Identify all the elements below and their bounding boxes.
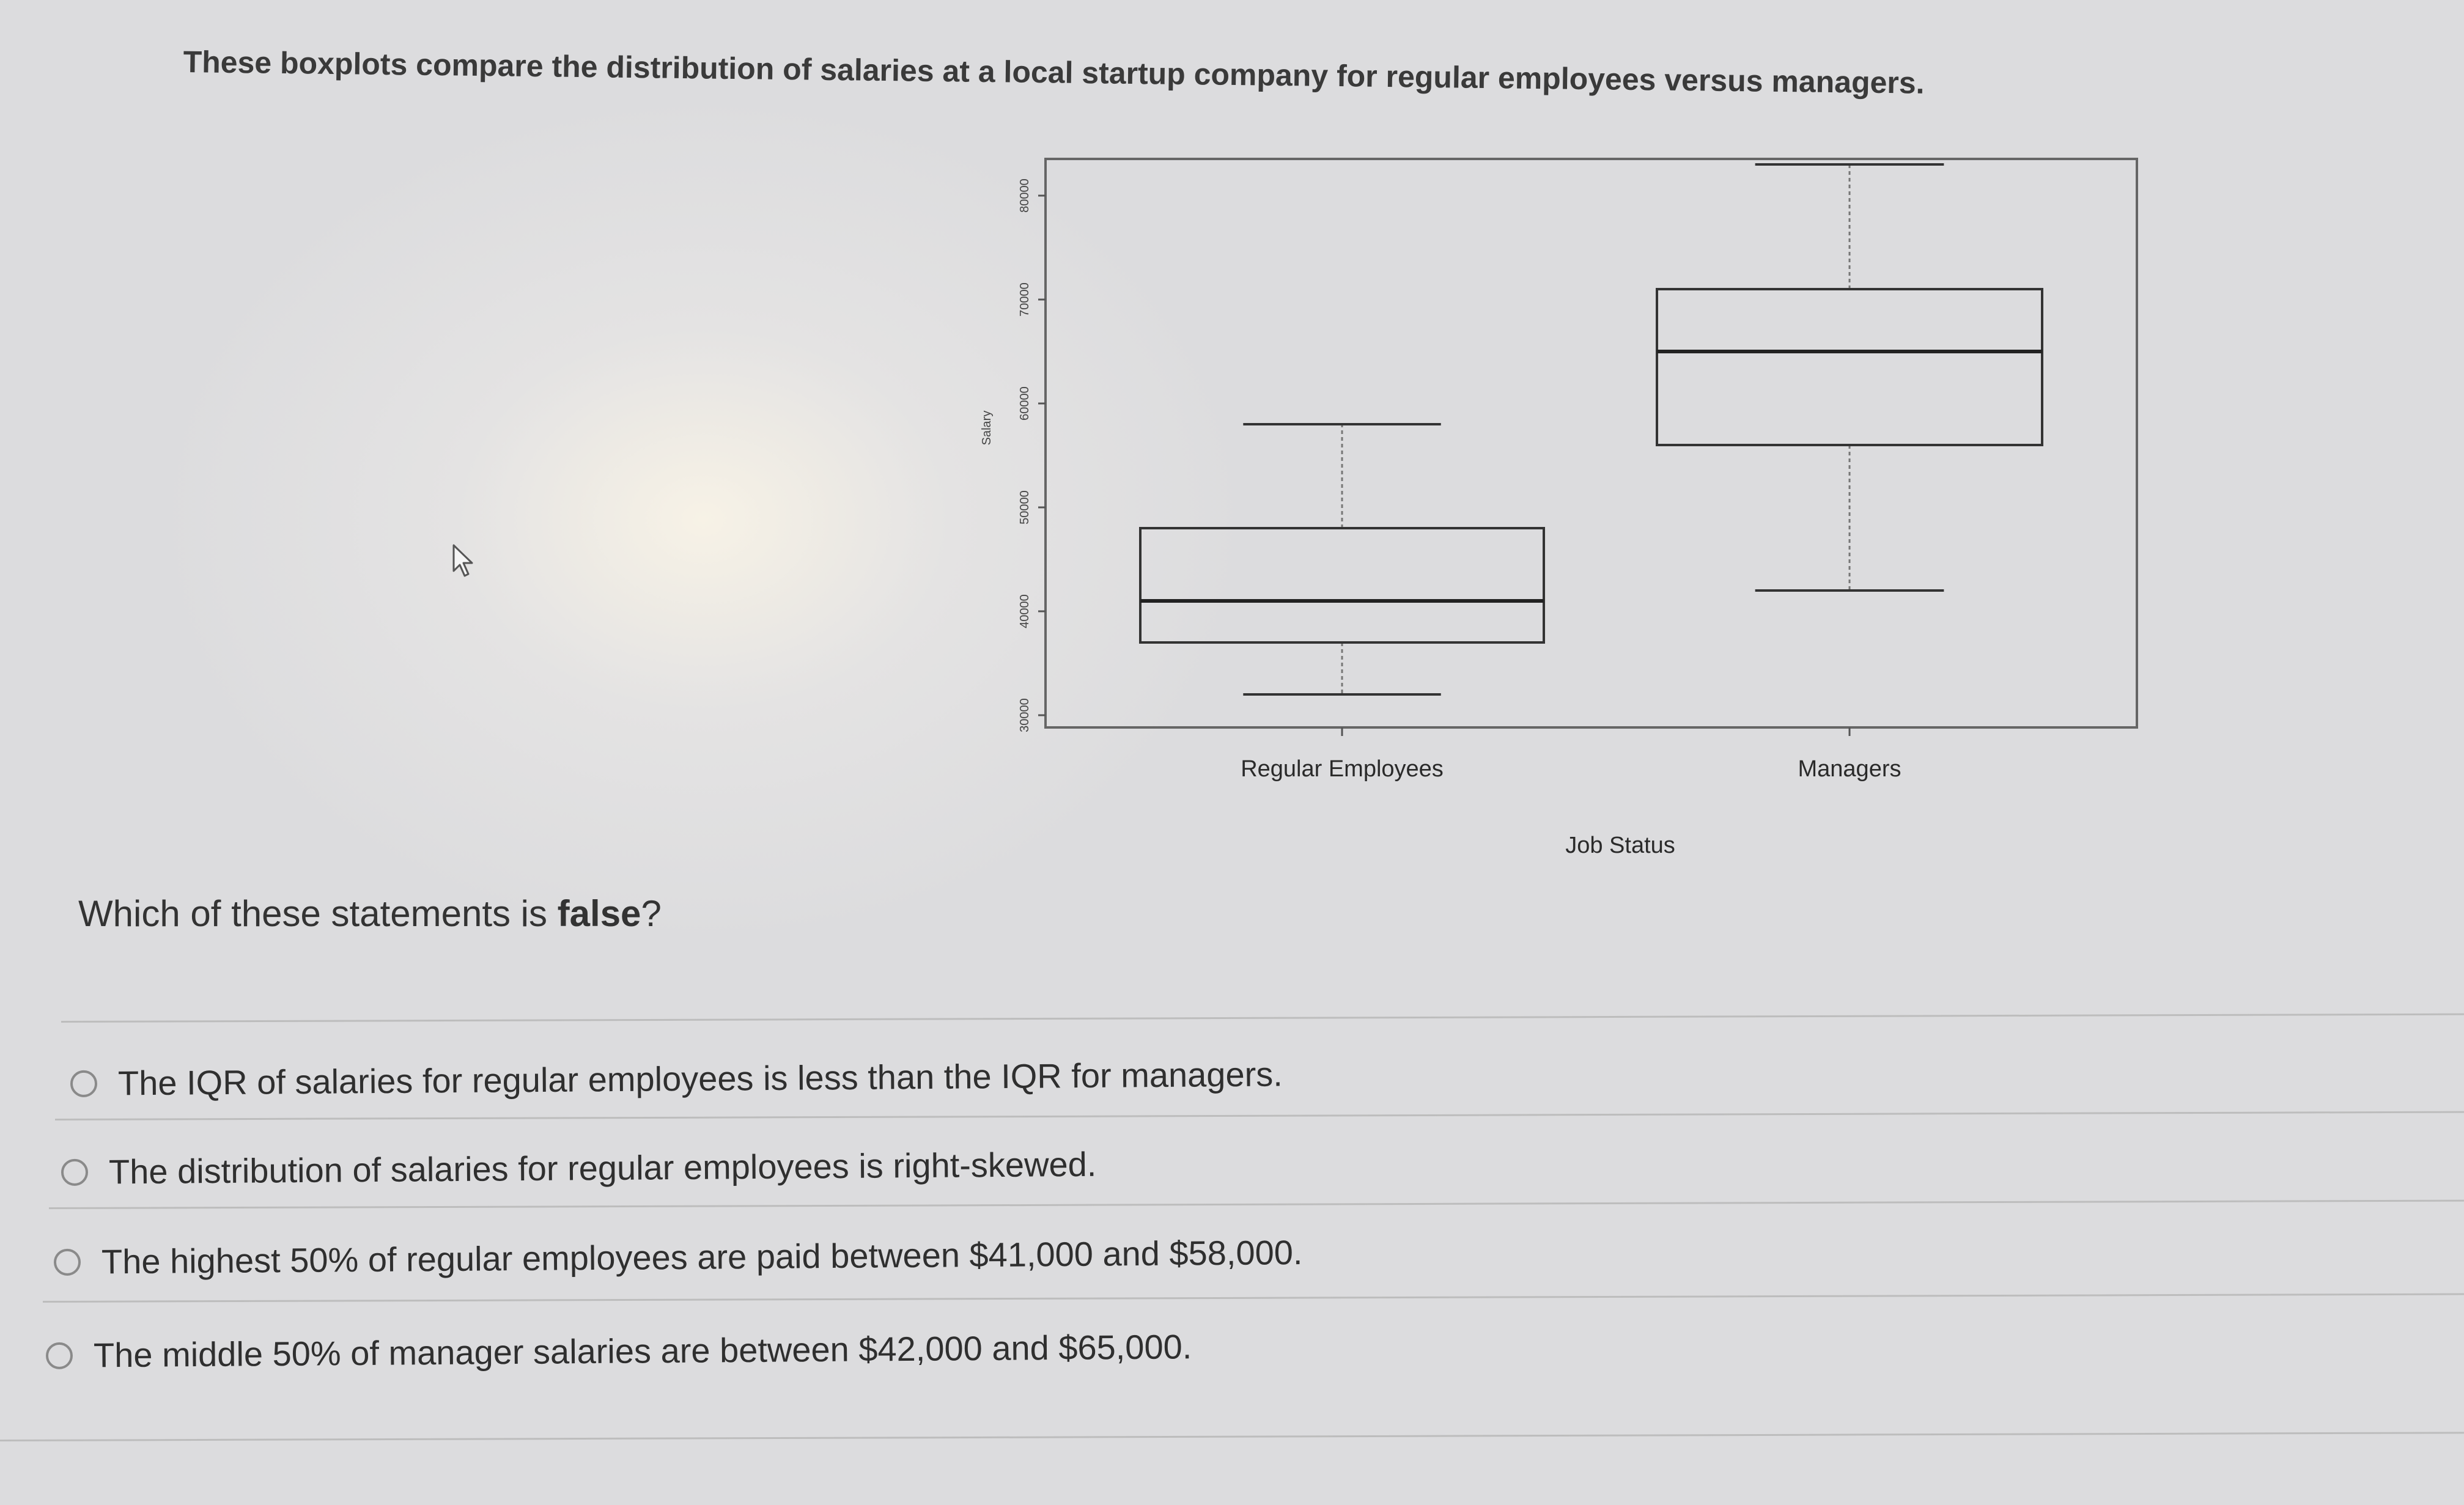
radio-button-icon[interactable] <box>70 1070 97 1097</box>
y-tick-label: 80000 <box>1018 178 1031 213</box>
y-axis-label: Salary <box>980 410 994 446</box>
option-label: The highest 50% of regular employees are paid between $41,000 and $58,000. <box>101 1232 1303 1281</box>
radio-button-icon[interactable] <box>54 1248 81 1275</box>
question-prompt <box>78 892 662 935</box>
divider-option-3 <box>43 1293 2464 1303</box>
y-tick-label: 70000 <box>1018 282 1031 317</box>
boxplot-chart <box>954 147 2177 880</box>
arrow-cursor-icon <box>451 543 476 580</box>
option-label: The middle 50% of manager salaries are between $42,000 and $65,000. <box>93 1327 1192 1375</box>
radio-button-icon[interactable] <box>61 1158 88 1185</box>
x-tick-label: Managers <box>1798 756 1901 782</box>
divider-bottom <box>0 1432 2464 1441</box>
divider-top <box>61 1014 2464 1023</box>
boxplot-svg <box>954 147 2177 880</box>
y-tick-label: 40000 <box>1018 594 1031 628</box>
question-intro-text: These boxplots compare the distribution of salaries at a local startup company for regular employees versus managers. <box>183 44 1925 100</box>
y-tick-label: 60000 <box>1018 386 1031 421</box>
question-prefix: Which of these statements is <box>78 893 558 934</box>
answer-option-2[interactable] <box>61 1144 1097 1192</box>
question-suffix: ? <box>641 893 662 934</box>
iqr-box <box>1657 289 2042 445</box>
x-axis-label: Job Status <box>1565 833 1675 858</box>
divider-option-1 <box>55 1111 2464 1120</box>
iqr-box <box>1140 528 1544 642</box>
answer-option-3[interactable] <box>54 1232 1303 1282</box>
answer-option-1[interactable] <box>70 1054 1283 1103</box>
y-tick-label: 30000 <box>1018 698 1031 732</box>
radio-button-icon[interactable] <box>46 1342 73 1369</box>
x-tick-label: Regular Employees <box>1241 756 1444 782</box>
question-emphasis: false <box>557 893 641 934</box>
y-tick-label: 50000 <box>1018 490 1031 524</box>
option-label: The distribution of salaries for regular employees is right-skewed. <box>108 1144 1097 1191</box>
option-label: The IQR of salaries for regular employees is less than the IQR for managers. <box>117 1054 1283 1103</box>
divider-option-2 <box>49 1200 2464 1209</box>
answer-option-4[interactable] <box>46 1327 1192 1375</box>
